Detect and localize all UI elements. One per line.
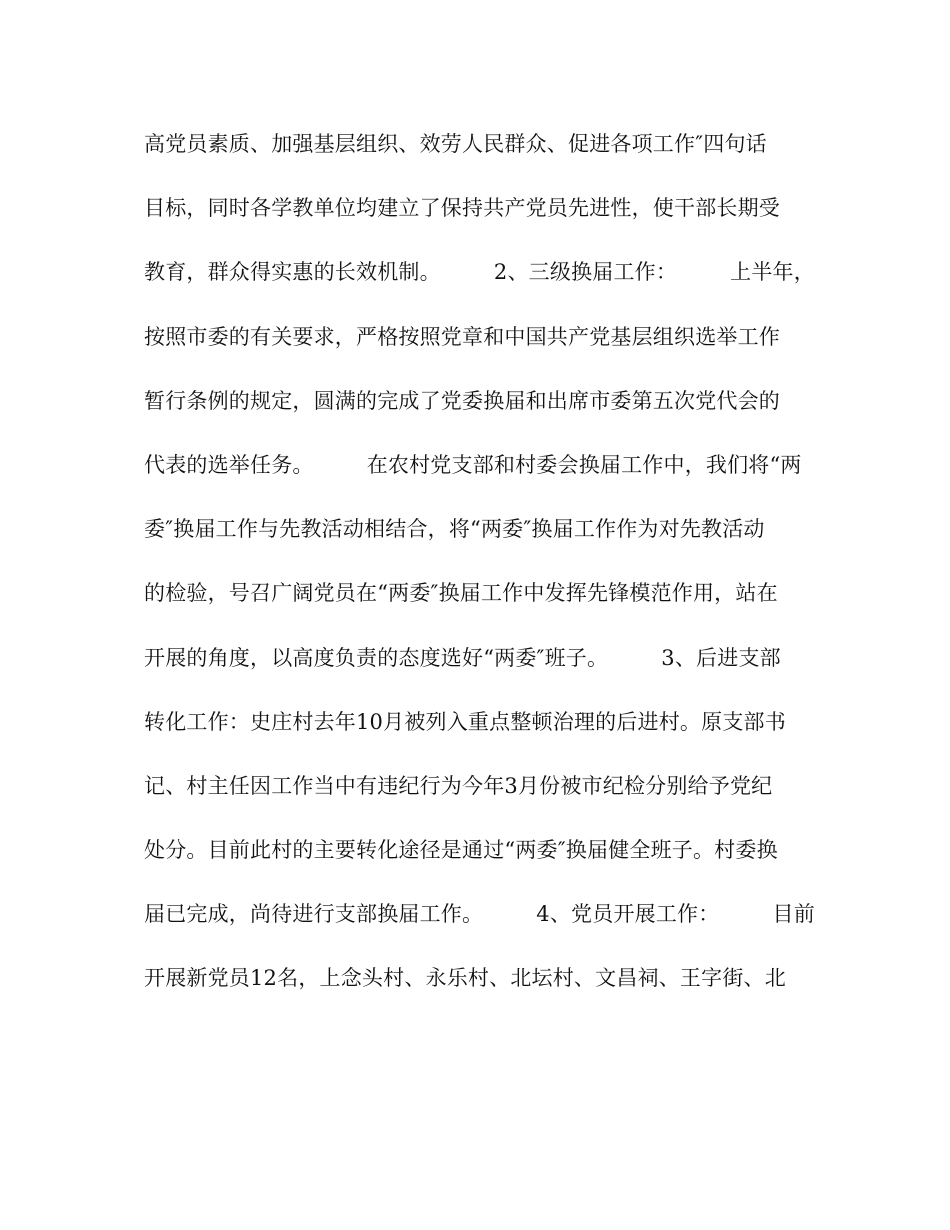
text-line-6: 代表的选举任务。 在农村党支部和村委会换届工作中，我们将“两	[144, 452, 802, 477]
text-line-14: 开展新党员12名，上念头村、永乐村、北坛村、文昌祠、王字街、北	[144, 966, 786, 991]
body-text	[144, 120, 824, 1019]
text-line-9: 开展的角度，以高度负责的态度选好“两委″班子。 3、后进支部	[144, 645, 781, 670]
text-line-10: 转化工作：史庄村去年10月被列入重点整顿治理的后进村。原支部书	[144, 709, 786, 734]
text-line-5: 暂行条例的规定，圆满的完成了党委换届和出席市委第五次党代会的	[144, 388, 780, 413]
text-line-13: 届已完成，尚待进行支部换届工作。 4、党员开展工作： 目前	[144, 902, 815, 927]
text-line-3: 教育，群众得实惠的长效机制。 2、三级换届工作： 上半年，	[144, 260, 815, 285]
text-line-12: 处分。目前此村的主要转化途径是通过“两委″换届健全班子。村委换	[144, 838, 778, 863]
text-line-7: 委″换届工作与先教活动相结合，将“两委″换届工作作为对先教活动	[144, 517, 765, 542]
text-line-1: 高党员素质、加强基层组织、效劳人民群众、促进各项工作″四句话	[144, 132, 767, 156]
text-line-8: 的检验，号召广阔党员在“两委″换届工作中发挥先锋模范作用，站在	[144, 581, 778, 606]
text-line-2: 目标，同时各学教单位均建立了保持共产党员先进性，使干部长期受	[144, 196, 780, 221]
text-line-4: 按照市委的有关要求，严格按照党章和中国共产党基层组织选举工作	[144, 324, 780, 349]
text-line-11: 记、村主任因工作当中有违纪行为今年3月份被市纪检分别给予党纪	[144, 773, 773, 798]
